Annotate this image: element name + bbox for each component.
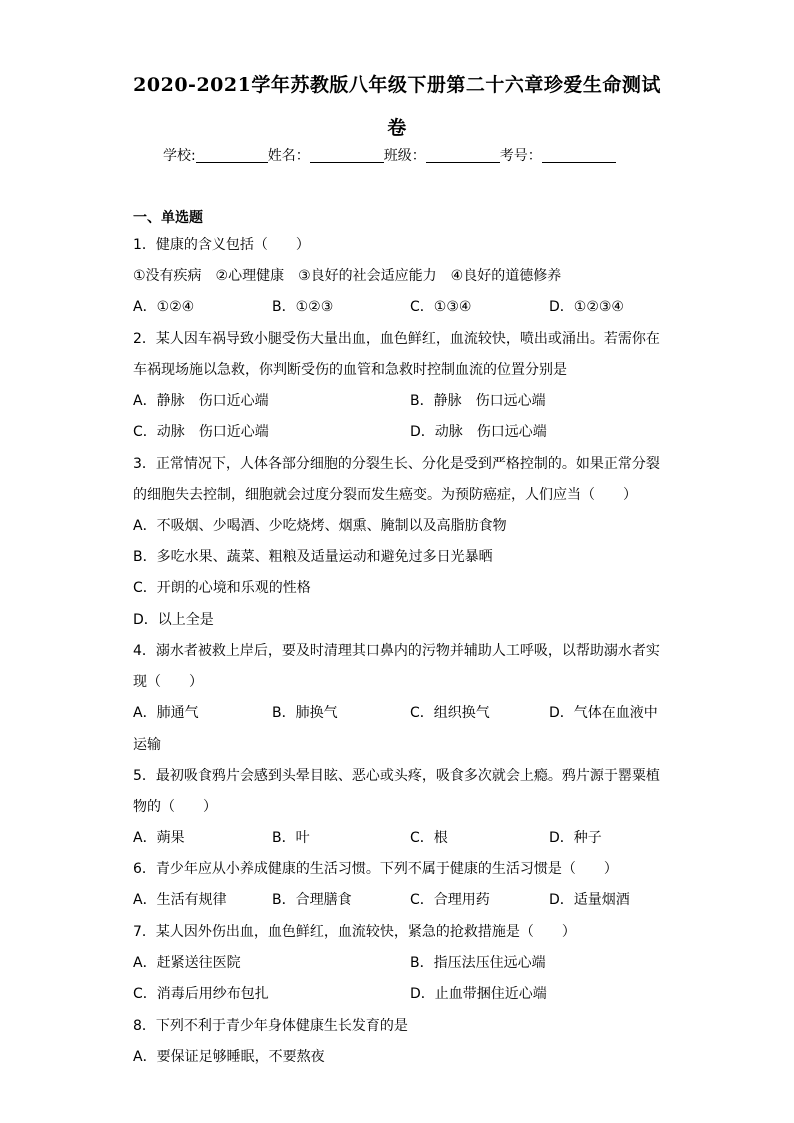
question-2-stem-cont: 车祸现场施以急救，你判断受伤的血管和急救时控制血流的位置分别是 <box>133 362 567 378</box>
question-4-stem-cont: 现（ ） <box>133 674 203 690</box>
student-info <box>163 145 616 165</box>
question-4-stem: 4．溺水者被救上岸后，要及时清理其口鼻内的污物并辅助人工呼吸，以帮助溺水者实 <box>133 643 660 659</box>
exam-title: 2020-2021学年苏教版八年级下册第二十六章珍爱生命测试 <box>133 74 661 96</box>
q8-option-a[interactable]: A．要保证足够睡眠，不要熬夜 <box>133 1049 325 1065</box>
question-8-stem: 8．下列不利于青少年身体健康生长发育的是 <box>133 1018 408 1034</box>
class-blank[interactable] <box>426 148 500 163</box>
q4-option-d-cont: 运输 <box>133 737 161 753</box>
exam-title-cont: 卷 <box>387 117 407 139</box>
q3-option-d[interactable]: D．以上全是 <box>133 612 214 628</box>
q5-option-c[interactable]: C．根 <box>410 830 448 846</box>
question-5-stem-cont: 物的（ ） <box>133 799 217 815</box>
question-3-stem-cont: 的细胞失去控制，细胞就会过度分裂而发生癌变。为预防癌症，人们应当（ ） <box>133 487 637 503</box>
q5-option-d[interactable]: D．种子 <box>549 830 602 846</box>
q7-option-b[interactable]: B．指压法压住远心端 <box>410 955 546 971</box>
question-7-stem: 7．某人因外伤出血，血色鲜红，血流较快，紧急的抢救措施是（ ） <box>133 924 576 940</box>
q4-option-c[interactable]: C．组织换气 <box>410 705 490 721</box>
q7-option-c[interactable]: C．消毒后用纱布包扎 <box>133 986 269 1002</box>
class-label: 班级： <box>383 148 426 164</box>
q6-option-c[interactable]: C．合理用药 <box>410 892 490 908</box>
q1-option-a[interactable]: A．①②④ <box>133 299 195 315</box>
q6-option-a[interactable]: A．生活有规律 <box>133 892 227 908</box>
q7-option-d[interactable]: D．止血带捆住近心端 <box>410 986 547 1002</box>
q2-option-d[interactable]: D．动脉 伤口远心端 <box>410 424 547 440</box>
question-5-stem: 5．最初吸食鸦片会感到头晕目眩、恶心或头疼，吸食多次就会上瘾。鸦片源于罂粟植 <box>133 768 660 784</box>
q2-option-b[interactable]: B．静脉 伤口远心端 <box>410 393 546 409</box>
q1-option-d[interactable]: D．①②③④ <box>549 299 624 315</box>
q7-option-a[interactable]: A．赶紧送往医院 <box>133 955 241 971</box>
school-label: 学校: <box>163 148 196 164</box>
question-6-stem: 6．青少年应从小养成健康的生活习惯。下列不属于健康的生活习惯是（ ） <box>133 861 618 877</box>
q6-option-d[interactable]: D．适量烟酒 <box>549 892 630 908</box>
q2-option-c[interactable]: C．动脉 伤口近心端 <box>133 424 269 440</box>
q6-option-b[interactable]: B．合理膳食 <box>272 892 352 908</box>
question-1-stem: 1．健康的含义包括（ ） <box>133 237 310 253</box>
q1-option-c[interactable]: C．①③④ <box>410 299 472 315</box>
question-2-stem: 2．某人因车祸导致小腿受伤大量出血，血色鲜红，血流较快，喷出或涌出。若需你在 <box>133 331 660 347</box>
q1-option-b[interactable]: B．①②③ <box>272 299 334 315</box>
school-blank[interactable] <box>196 148 268 163</box>
exam-no-label: 考号： <box>499 148 542 164</box>
name-label: 姓名： <box>267 148 310 164</box>
q3-option-a[interactable]: A．不吸烟、少喝酒、少吃烧烤、烟熏、腌制以及高脂肪食物 <box>133 518 507 534</box>
exam-no-blank[interactable] <box>542 148 616 163</box>
q5-option-b[interactable]: B．叶 <box>272 830 310 846</box>
q4-option-b[interactable]: B．肺换气 <box>272 705 338 721</box>
q5-option-a[interactable]: A．蒴果 <box>133 830 185 846</box>
q4-option-d[interactable]: D．气体在血液中 <box>549 705 658 721</box>
question-3-stem: 3．正常情况下，人体各部分细胞的分裂生长、分化是受到严格控制的。如果正常分裂 <box>133 456 660 472</box>
q3-option-c[interactable]: C．开朗的心境和乐观的性格 <box>133 580 311 596</box>
q4-option-a[interactable]: A．肺通气 <box>133 705 199 721</box>
name-blank[interactable] <box>310 148 384 163</box>
q3-option-b[interactable]: B．多吃水果、蔬菜、粗粮及适量运动和避免过多日光暴晒 <box>133 549 493 565</box>
section-heading: 一、单选题 <box>133 210 203 226</box>
question-1-items: ①没有疾病 ②心理健康 ③良好的社会适应能力 ④良好的道德修养 <box>133 268 562 284</box>
q2-option-a[interactable]: A．静脉 伤口近心端 <box>133 393 269 409</box>
